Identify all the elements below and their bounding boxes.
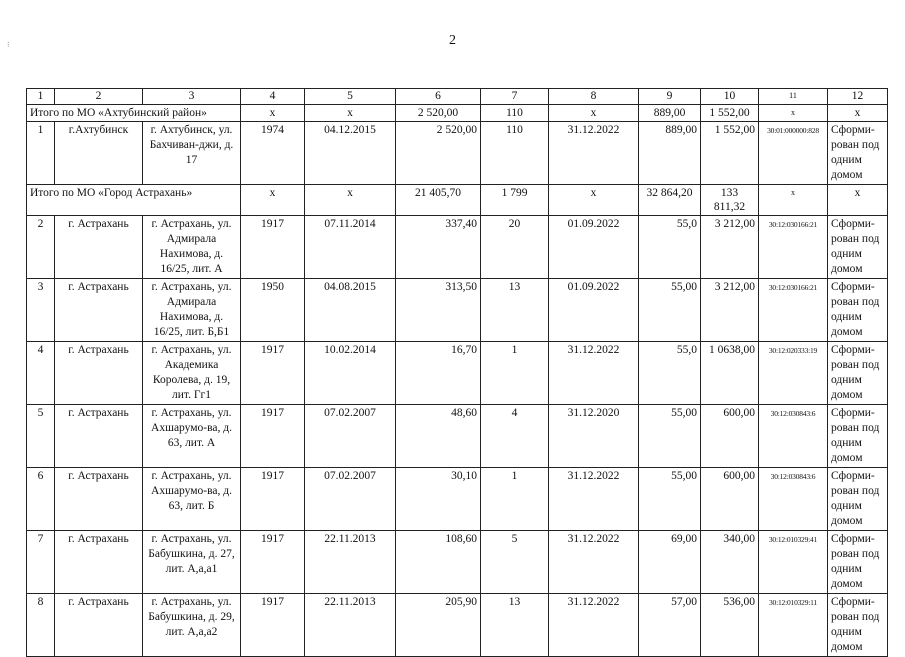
row-area2: 55,00: [639, 405, 701, 468]
register-table: [26, 88, 888, 657]
row-residents: 20: [481, 216, 549, 279]
row-deadline: 31.12.2022: [549, 122, 639, 185]
row-cost: 340,00: [701, 531, 759, 594]
row-year: 1917: [241, 405, 305, 468]
column-header: 1: [27, 89, 55, 105]
total-deadline: х: [549, 185, 639, 216]
total-cadastral: х: [759, 185, 828, 216]
row-status: Сформи-рован под одним домом: [828, 405, 888, 468]
row-year: 1917: [241, 342, 305, 405]
row-year: 1974: [241, 122, 305, 185]
table-row: [27, 216, 888, 279]
row-city: г. Астрахань: [55, 279, 143, 342]
row-deadline: 01.09.2022: [549, 216, 639, 279]
row-address: г. Астрахань, ул. Академика Королева, д. 19, лит. Гг1: [143, 342, 241, 405]
total-cost: 133 811,32: [701, 185, 759, 216]
total-label: Итого по МО «Ахтубинский район»: [27, 105, 241, 122]
row-date: 07.11.2014: [305, 216, 396, 279]
row-date: 22.11.2013: [305, 531, 396, 594]
total-cost: 1 552,00: [701, 105, 759, 122]
row-cost: 600,00: [701, 468, 759, 531]
row-status: Сформи-рован под одним домом: [828, 342, 888, 405]
row-cadastral: 30:12:030166:21: [759, 279, 828, 342]
row-address: г. Астрахань, ул. Бабушкина, д. 27, лит. А,а,а1: [143, 531, 241, 594]
row-date: 22.11.2013: [305, 594, 396, 657]
total-residents: 1 799: [481, 185, 549, 216]
row-cadastral: 30:12:030843:6: [759, 468, 828, 531]
row-residents: 13: [481, 279, 549, 342]
row-deadline: 31.12.2022: [549, 342, 639, 405]
row-number: 6: [27, 468, 55, 531]
row-cadastral: 30:12:010329:41: [759, 531, 828, 594]
row-city: г. Астрахань: [55, 342, 143, 405]
row-address: г. Астрахань, ул. Ахшарумо-ва, д. 63, лит. А: [143, 405, 241, 468]
table-row: [27, 279, 888, 342]
total-date: х: [305, 185, 396, 216]
table-row: [27, 594, 888, 657]
row-number: 3: [27, 279, 55, 342]
row-city: г. Астрахань: [55, 531, 143, 594]
row-cadastral: 30:12:020333:19: [759, 342, 828, 405]
row-number: 7: [27, 531, 55, 594]
row-residents: 5: [481, 531, 549, 594]
row-residents: 4: [481, 405, 549, 468]
total-status: х: [828, 105, 888, 122]
row-area2: 55,00: [639, 279, 701, 342]
row-status: Сформи-рован под одним домом: [828, 468, 888, 531]
row-status: Сформи-рован под одним домом: [828, 531, 888, 594]
row-area2: 57,00: [639, 594, 701, 657]
row-date: 04.12.2015: [305, 122, 396, 185]
row-status: Сформи-рован под одним домом: [828, 216, 888, 279]
row-city: г. Астрахань: [55, 594, 143, 657]
row-number: 2: [27, 216, 55, 279]
row-city: г. Астрахань: [55, 216, 143, 279]
total-status: х: [828, 185, 888, 216]
total-residents: 110: [481, 105, 549, 122]
row-area: 16,70: [396, 342, 481, 405]
row-area: 337,40: [396, 216, 481, 279]
row-cadastral: 30:12:030843:6: [759, 405, 828, 468]
row-date: 10.02.2014: [305, 342, 396, 405]
row-city: г.Ахтубинск: [55, 122, 143, 185]
row-area: 108,60: [396, 531, 481, 594]
column-header: 2: [55, 89, 143, 105]
row-area2: 55,00: [639, 468, 701, 531]
total-year: х: [241, 105, 305, 122]
total-area2: 889,00: [639, 105, 701, 122]
row-number: 1: [27, 122, 55, 185]
column-header: 11: [759, 89, 828, 105]
column-header: 3: [143, 89, 241, 105]
row-cost: 536,00: [701, 594, 759, 657]
row-deadline: 01.09.2022: [549, 279, 639, 342]
row-area: 30,10: [396, 468, 481, 531]
row-area: 205,90: [396, 594, 481, 657]
row-year: 1917: [241, 531, 305, 594]
total-row: [27, 185, 888, 216]
row-city: г. Астрахань: [55, 405, 143, 468]
column-header: 12: [828, 89, 888, 105]
row-area2: 889,00: [639, 122, 701, 185]
row-year: 1950: [241, 279, 305, 342]
row-area: 2 520,00: [396, 122, 481, 185]
column-header: 4: [241, 89, 305, 105]
row-area2: 55,0: [639, 216, 701, 279]
column-header: 10: [701, 89, 759, 105]
total-area2: 32 864,20: [639, 185, 701, 216]
total-area: 2 520,00: [396, 105, 481, 122]
column-header: 8: [549, 89, 639, 105]
table-row: [27, 122, 888, 185]
page-number: 2: [449, 33, 456, 48]
row-residents: 1: [481, 468, 549, 531]
row-cost: 3 212,00: [701, 279, 759, 342]
total-area: 21 405,70: [396, 185, 481, 216]
table-row: [27, 405, 888, 468]
row-city: г. Астрахань: [55, 468, 143, 531]
row-year: 1917: [241, 468, 305, 531]
row-cadastral: 30:12:010329:11: [759, 594, 828, 657]
margin-mark: ⁝: [7, 40, 10, 49]
row-residents: 13: [481, 594, 549, 657]
row-deadline: 31.12.2022: [549, 468, 639, 531]
row-cadastral: 30:01:000000:828: [759, 122, 828, 185]
row-deadline: 31.12.2020: [549, 405, 639, 468]
table-row: [27, 531, 888, 594]
total-label: Итого по МО «Город Астрахань»: [27, 185, 241, 216]
row-date: 07.02.2007: [305, 405, 396, 468]
row-area: 48,60: [396, 405, 481, 468]
total-date: х: [305, 105, 396, 122]
row-area2: 55,0: [639, 342, 701, 405]
row-area: 313,50: [396, 279, 481, 342]
row-residents: 1: [481, 342, 549, 405]
row-number: 4: [27, 342, 55, 405]
row-deadline: 31.12.2022: [549, 594, 639, 657]
row-address: г. Астрахань, ул. Адмирала Нахимова, д. 16/25, лит. А: [143, 216, 241, 279]
row-date: 07.02.2007: [305, 468, 396, 531]
column-header: 7: [481, 89, 549, 105]
row-year: 1917: [241, 594, 305, 657]
header-row: [27, 89, 888, 105]
column-header: 5: [305, 89, 396, 105]
row-number: 5: [27, 405, 55, 468]
total-row: [27, 105, 888, 122]
row-cost: 600,00: [701, 405, 759, 468]
row-residents: 110: [481, 122, 549, 185]
row-cost: 3 212,00: [701, 216, 759, 279]
row-status: Сформи-рован под одним домом: [828, 594, 888, 657]
total-deadline: х: [549, 105, 639, 122]
row-deadline: 31.12.2022: [549, 531, 639, 594]
row-address: г. Ахтубинск, ул. Бахчиван-джи, д. 17: [143, 122, 241, 185]
row-date: 04.08.2015: [305, 279, 396, 342]
row-status: Сформи-рован под одним домом: [828, 122, 888, 185]
table-row: [27, 342, 888, 405]
row-address: г. Астрахань, ул. Адмирала Нахимова, д. 16/25, лит. Б,Б1: [143, 279, 241, 342]
total-year: х: [241, 185, 305, 216]
row-year: 1917: [241, 216, 305, 279]
column-header: 9: [639, 89, 701, 105]
row-number: 8: [27, 594, 55, 657]
row-address: г. Астрахань, ул. Бабушкина, д. 29, лит. А,а,а2: [143, 594, 241, 657]
row-cadastral: 30:12:030166:21: [759, 216, 828, 279]
column-header: 6: [396, 89, 481, 105]
row-status: Сформи-рован под одним домом: [828, 279, 888, 342]
table-row: [27, 468, 888, 531]
total-cadastral: х: [759, 105, 828, 122]
row-area2: 69,00: [639, 531, 701, 594]
row-cost: 1 0638,00: [701, 342, 759, 405]
row-address: г. Астрахань, ул. Ахшарумо-ва, д. 63, лит. Б: [143, 468, 241, 531]
row-cost: 1 552,00: [701, 122, 759, 185]
